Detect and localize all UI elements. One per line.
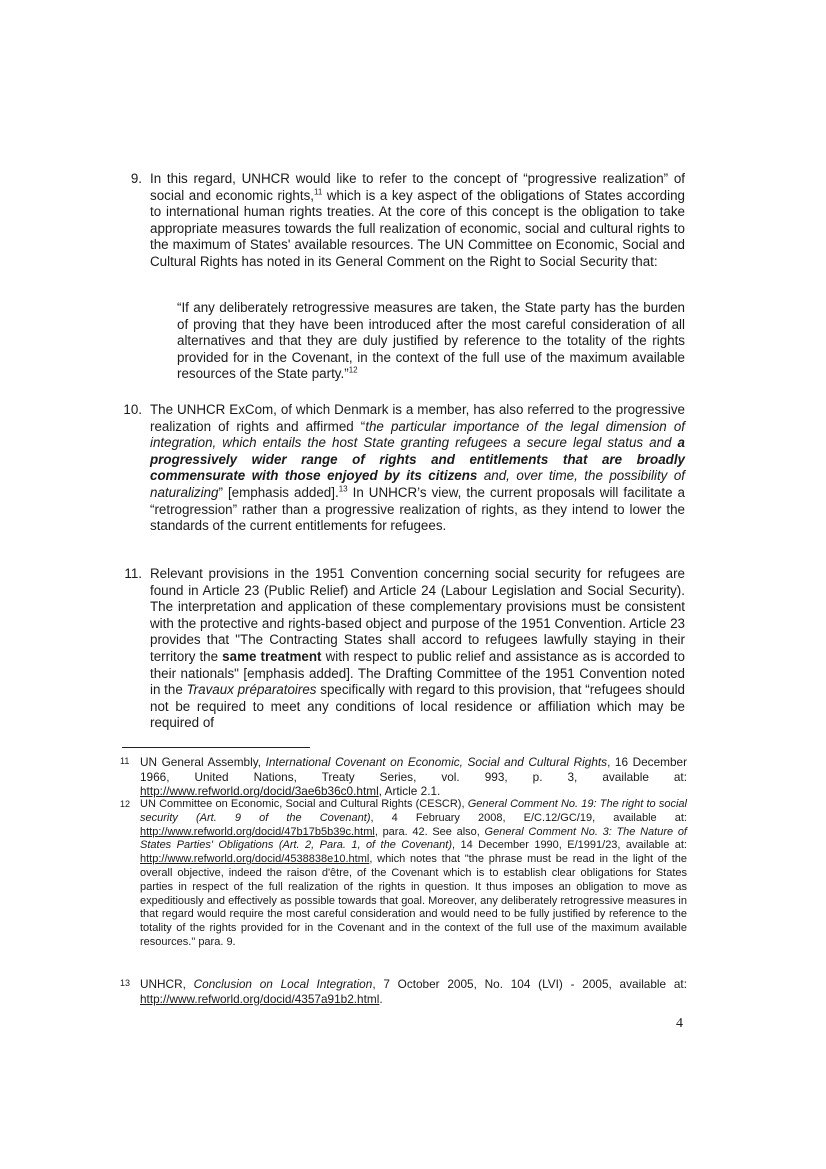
footnote-11: UN General Assembly, International Covenant on Economic, Social and Cultural Rights, 16 December 1966, United Nations, Treaty Series, vol. 993, p. 3, available at: http://www.refworld.org/docid/3ae6b36c0.html, Article 2.1.	[140, 755, 688, 799]
footnote-number: 12	[120, 799, 131, 809]
footnote-link[interactable]: http://www.refworld.org/docid/47b17b5b39c.html	[140, 825, 375, 838]
footnote-ref[interactable]: 13	[338, 484, 348, 494]
footnote-number: 13	[120, 978, 131, 988]
footnote-link[interactable]: http://www.refworld.org/docid/4538838e10.html	[140, 853, 370, 866]
footnote-ref[interactable]: 12	[348, 365, 358, 375]
footnote-ref[interactable]: 11	[314, 187, 323, 197]
emphasis: a progressively wider range of rights and entitlements that are broadly commensurate with those enjoyed by its citizens	[150, 435, 685, 484]
footnote-12: UN Committee on Economic, Social and Cultural Rights (CESCR), General Comment No. 19: The right to social security (Art. 9 of the Covenant), 4 February 2008, E/C.12/GC/19, available at: http://www.refworld.org/docid/47b17b5b39c.html, para. 42. See also, General Comment No. 3: The Nature of States Parties' Obligations (Art. 2, Para. 1, of the Covenant), 14 December 1990, E/1991/23, available at: http://www.refworld.org/docid/4538838e10.html, which notes that "the phrase must be read in the light of the overall objective, indeed the raison d'être, of the Covenant which is to establish clear obligations for States parties in respect of the full realization of the rights in question. It thus imposes an obligation to move as expeditiously and effectively as possible towards that goal. Moreover, any deliberately retrogressive measures in that regard would require the most careful consideration and would need to be fully justified by reference to the totality of the rights provided for in the Covenant and in the context of the full use of the maximum available resources." para. 9.	[140, 798, 687, 948]
paragraph-9-body: In this regard, UNHCR would like to refer to the concept of “progressive realization” of social and economic rights,$^{11}$ which is a key aspect of the obligations of States according to international human rights treaties. At the core of this concept is the obligation to take appropriate measures towards the full realization of economic, social and cultural rights to the maximum of States' available resources. The UN Committee on Economic, Social and Cultural Rights has noted in its General Comment on the Right to Social Security that:	[150, 171, 685, 269]
footnote-link[interactable]: http://www.refworld.org/docid/3ae6b36c0.html	[140, 784, 379, 799]
footnote-13: UNHCR, Conclusion on Local Integration, 7 October 2005, No. 104 (LVI) - 2005, available at: http://www.refworld.org/docid/4357a91b2.html.	[140, 977, 687, 1006]
footnote-link[interactable]: http://www.refworld.org/docid/4357a91b2.html	[140, 991, 380, 1006]
footnote-divider	[122, 747, 310, 748]
paragraph-number: 10.	[123, 402, 142, 417]
paragraph-number: 11.	[124, 566, 142, 581]
emphasis: same treatment	[222, 648, 322, 664]
page-number: 4	[676, 1016, 683, 1031]
block-quote: “If any deliberately retrogressive measures are taken, the State party has the burden of proving that they have been introduced after the most careful consideration of all alternatives and that they are duly justified by reference to the totality of the rights provided for in the Covenant, in the context of the full use of the maximum available resources of the State party.”$^{12}$	[177, 300, 685, 382]
footnote-number: 11	[120, 756, 130, 766]
paragraph-11-body: Relevant provisions in the 1951 Convention concerning social security for refugees are found in Article 23 (Public Relief) and Article 24 (Labour Legislation and Social Security). The interpretation and application of these complementary provisions must be consistent with the protective and rights-based object and purpose of the 1951 Convention. Article 23 provides that "The Contracting States shall accord to refugees lawfully staying in their territory the same treatment with respect to public relief and assistance as is accorded to their nationals" [emphasis added]. The Drafting Committee of the 1951 Convention noted in the Travaux préparatoires specifically with regard to this provision, that “refugees should not be required to meet any conditions of local residence or affiliation which may be required of	[150, 566, 685, 731]
paragraph-10-body: The UNHCR ExCom, of which Denmark is a member, has also referred to the progressive realization of rights and affirmed “the particular importance of the legal dimension of integration, which entails the host State granting refugees a secure legal status and a progressively wider range of rights and entitlements that are broadly commensurate with those enjoyed by its citizens and, over time, the possibility of naturalizing” [emphasis added].$^{13}$ In UNHCR’s view, the current proposals will facilitate a “retrogression” rather than a progressive realization of rights, as they intend to lower the standards of the current entitlements for refugees.	[150, 402, 686, 534]
paragraph-number: 9.	[130, 171, 142, 186]
